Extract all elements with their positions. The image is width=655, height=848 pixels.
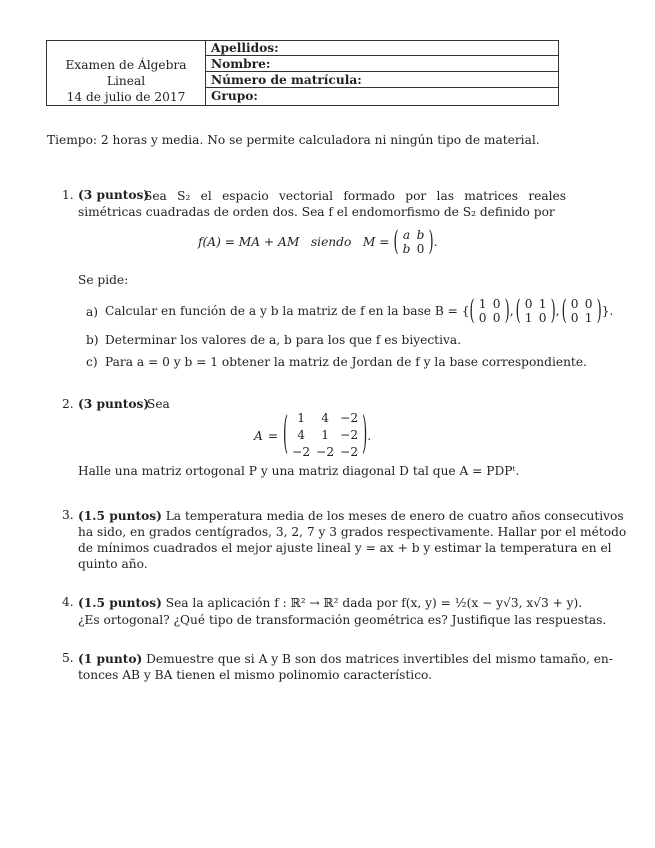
se-pide: Se pide: <box>78 273 129 287</box>
problem-3-line: de mínimos cuadrados el mejor ajuste lineal y = ax + b y estimar la temperatura en el <box>78 541 612 555</box>
basis-cell: 0 <box>524 297 533 311</box>
exam-info-cell <box>47 41 206 105</box>
matrix-a-equation: A = ( 1 4 −2 4 1 −2 −2 −2 −2 ) . <box>254 410 372 461</box>
problem-1-formula: f(A) = MA + AM siendo M = ( a b b 0 ) . <box>198 226 438 258</box>
problem-3-body <box>78 508 627 572</box>
a-cell: −2 <box>340 428 359 442</box>
exam-date: 14 de julio de 2017 <box>66 90 186 104</box>
m-cell: b <box>402 242 411 256</box>
basis-matrix-2: ( 0 1 1 0 ) <box>515 295 556 327</box>
field-apellidos: Apellidos: <box>206 41 558 56</box>
problem-3-number: 3. <box>62 508 74 522</box>
basis-cell: 0 <box>584 297 593 311</box>
instructions: Tiempo: 2 horas y media. No se permite calculadora ni ningún tipo de material. <box>47 133 540 147</box>
problem-4-points: (1.5 puntos) <box>78 596 162 610</box>
problem-2-number: 2. <box>62 397 74 411</box>
basis-cell: 0 <box>492 297 501 311</box>
problem-1-points: (3 puntos) <box>78 188 150 202</box>
item-b-text: Determinar los valores de a, b para los que f es biyectiva. <box>105 333 461 347</box>
a-cell: 4 <box>297 428 305 442</box>
item-a: Calcular en función de a y b la matriz de f en la base B = { ( 1 0 0 0 ) , ( 0 1 1 0 ) , ( 0 0 0 1 ) }. <box>105 295 614 327</box>
basis-cell: 1 <box>478 297 487 311</box>
problem-1-intro: Sea S₂ el espacio vectorial formado por las matrices reales simétricas cuadradas de orden dos. Sea f el endomorfismo de S₂ definido por <box>78 189 566 219</box>
a-cell: 1 <box>321 428 329 442</box>
item-c-text: Para a = 0 y b = 1 obtener la matriz de Jordan de f y la base correspondiente. <box>105 355 587 369</box>
a-cell: 1 <box>297 411 305 425</box>
basis-cell: 0 <box>478 311 487 325</box>
basis-cell: 0 <box>492 311 501 325</box>
problem-5-points: (1 punto) <box>78 652 143 666</box>
problem-3-line: ha sido, en grados centígrados, 3, 2, 7 y 3 grados respectivamente. Hallar por el método <box>78 525 627 539</box>
basis-cell: 0 <box>538 311 547 325</box>
field-nombre: Nombre: <box>206 57 558 72</box>
problem-5-body <box>78 651 613 683</box>
basis-cell: 0 <box>570 311 579 325</box>
problem-4-number: 4. <box>62 595 74 609</box>
problem-4-body <box>78 595 607 629</box>
exam-title: Examen de Álgebra Lineal <box>65 58 187 88</box>
matrix-m: ( a b b 0 ) <box>393 226 434 258</box>
formula-text: f(A) = MA + AM siendo M = <box>198 235 390 249</box>
problem-2-points: (3 puntos) <box>78 397 150 411</box>
a-cell: −2 <box>316 445 335 459</box>
m-cell: b <box>416 228 425 242</box>
item-c-label: c) <box>86 355 98 369</box>
problem-2-intro: Sea <box>147 397 170 411</box>
basis-cell: 1 <box>584 311 593 325</box>
m-cell: a <box>402 228 411 242</box>
item-a-text: Calcular en función de a y b la matriz de f en la base B = { <box>105 304 470 318</box>
a-cell: −2 <box>340 445 359 459</box>
problem-3-line: quinto año. <box>78 557 148 571</box>
problem-4-line: ¿Es ortogonal? ¿Qué tipo de transformación geométrica es? Justifique las respuestas. <box>78 613 607 627</box>
basis-cell: 1 <box>538 297 547 311</box>
problem-5-number: 5. <box>62 651 74 665</box>
a-cell: −2 <box>340 411 359 425</box>
item-a-label: a) <box>86 305 99 319</box>
problem-1-number: 1. <box>62 188 74 202</box>
item-b-label: b) <box>86 333 99 347</box>
problem-2-text: Halle una matriz ortogonal P y una matriz diagonal D tal que A = PDPᵗ. <box>78 464 520 478</box>
problem-3-line: La temperatura media de los meses de enero de cuatro años consecutivos <box>165 509 624 523</box>
exam-header-table <box>46 40 559 106</box>
m-cell: 0 <box>416 242 425 256</box>
problem-5-line: Demuestre que si A y B son dos matrices invertibles del mismo tamaño, en- <box>146 652 613 666</box>
field-grupo: Grupo: <box>211 89 258 103</box>
basis-cell: 0 <box>570 297 579 311</box>
matrix-a: ( 1 4 −2 4 1 −2 −2 −2 −2 ) <box>283 410 368 461</box>
problem-3-points: (1.5 puntos) <box>78 509 162 523</box>
basis-matrix-1: ( 1 0 0 0 ) <box>469 295 510 327</box>
basis-cell: 1 <box>524 311 533 325</box>
a-cell: −2 <box>292 445 311 459</box>
problem-4-line: Sea la aplicación f : ℝ² → ℝ² dada por f(x, y) = ½(x − y√3, x√3 + y). <box>165 596 583 610</box>
field-matricula: Número de matrícula: <box>206 73 558 88</box>
a-cell: 4 <box>321 411 329 425</box>
basis-matrix-3: ( 0 0 0 1 ) <box>561 295 602 327</box>
problem-5-line: tonces AB y BA tienen el mismo polinomio característico. <box>78 668 433 682</box>
